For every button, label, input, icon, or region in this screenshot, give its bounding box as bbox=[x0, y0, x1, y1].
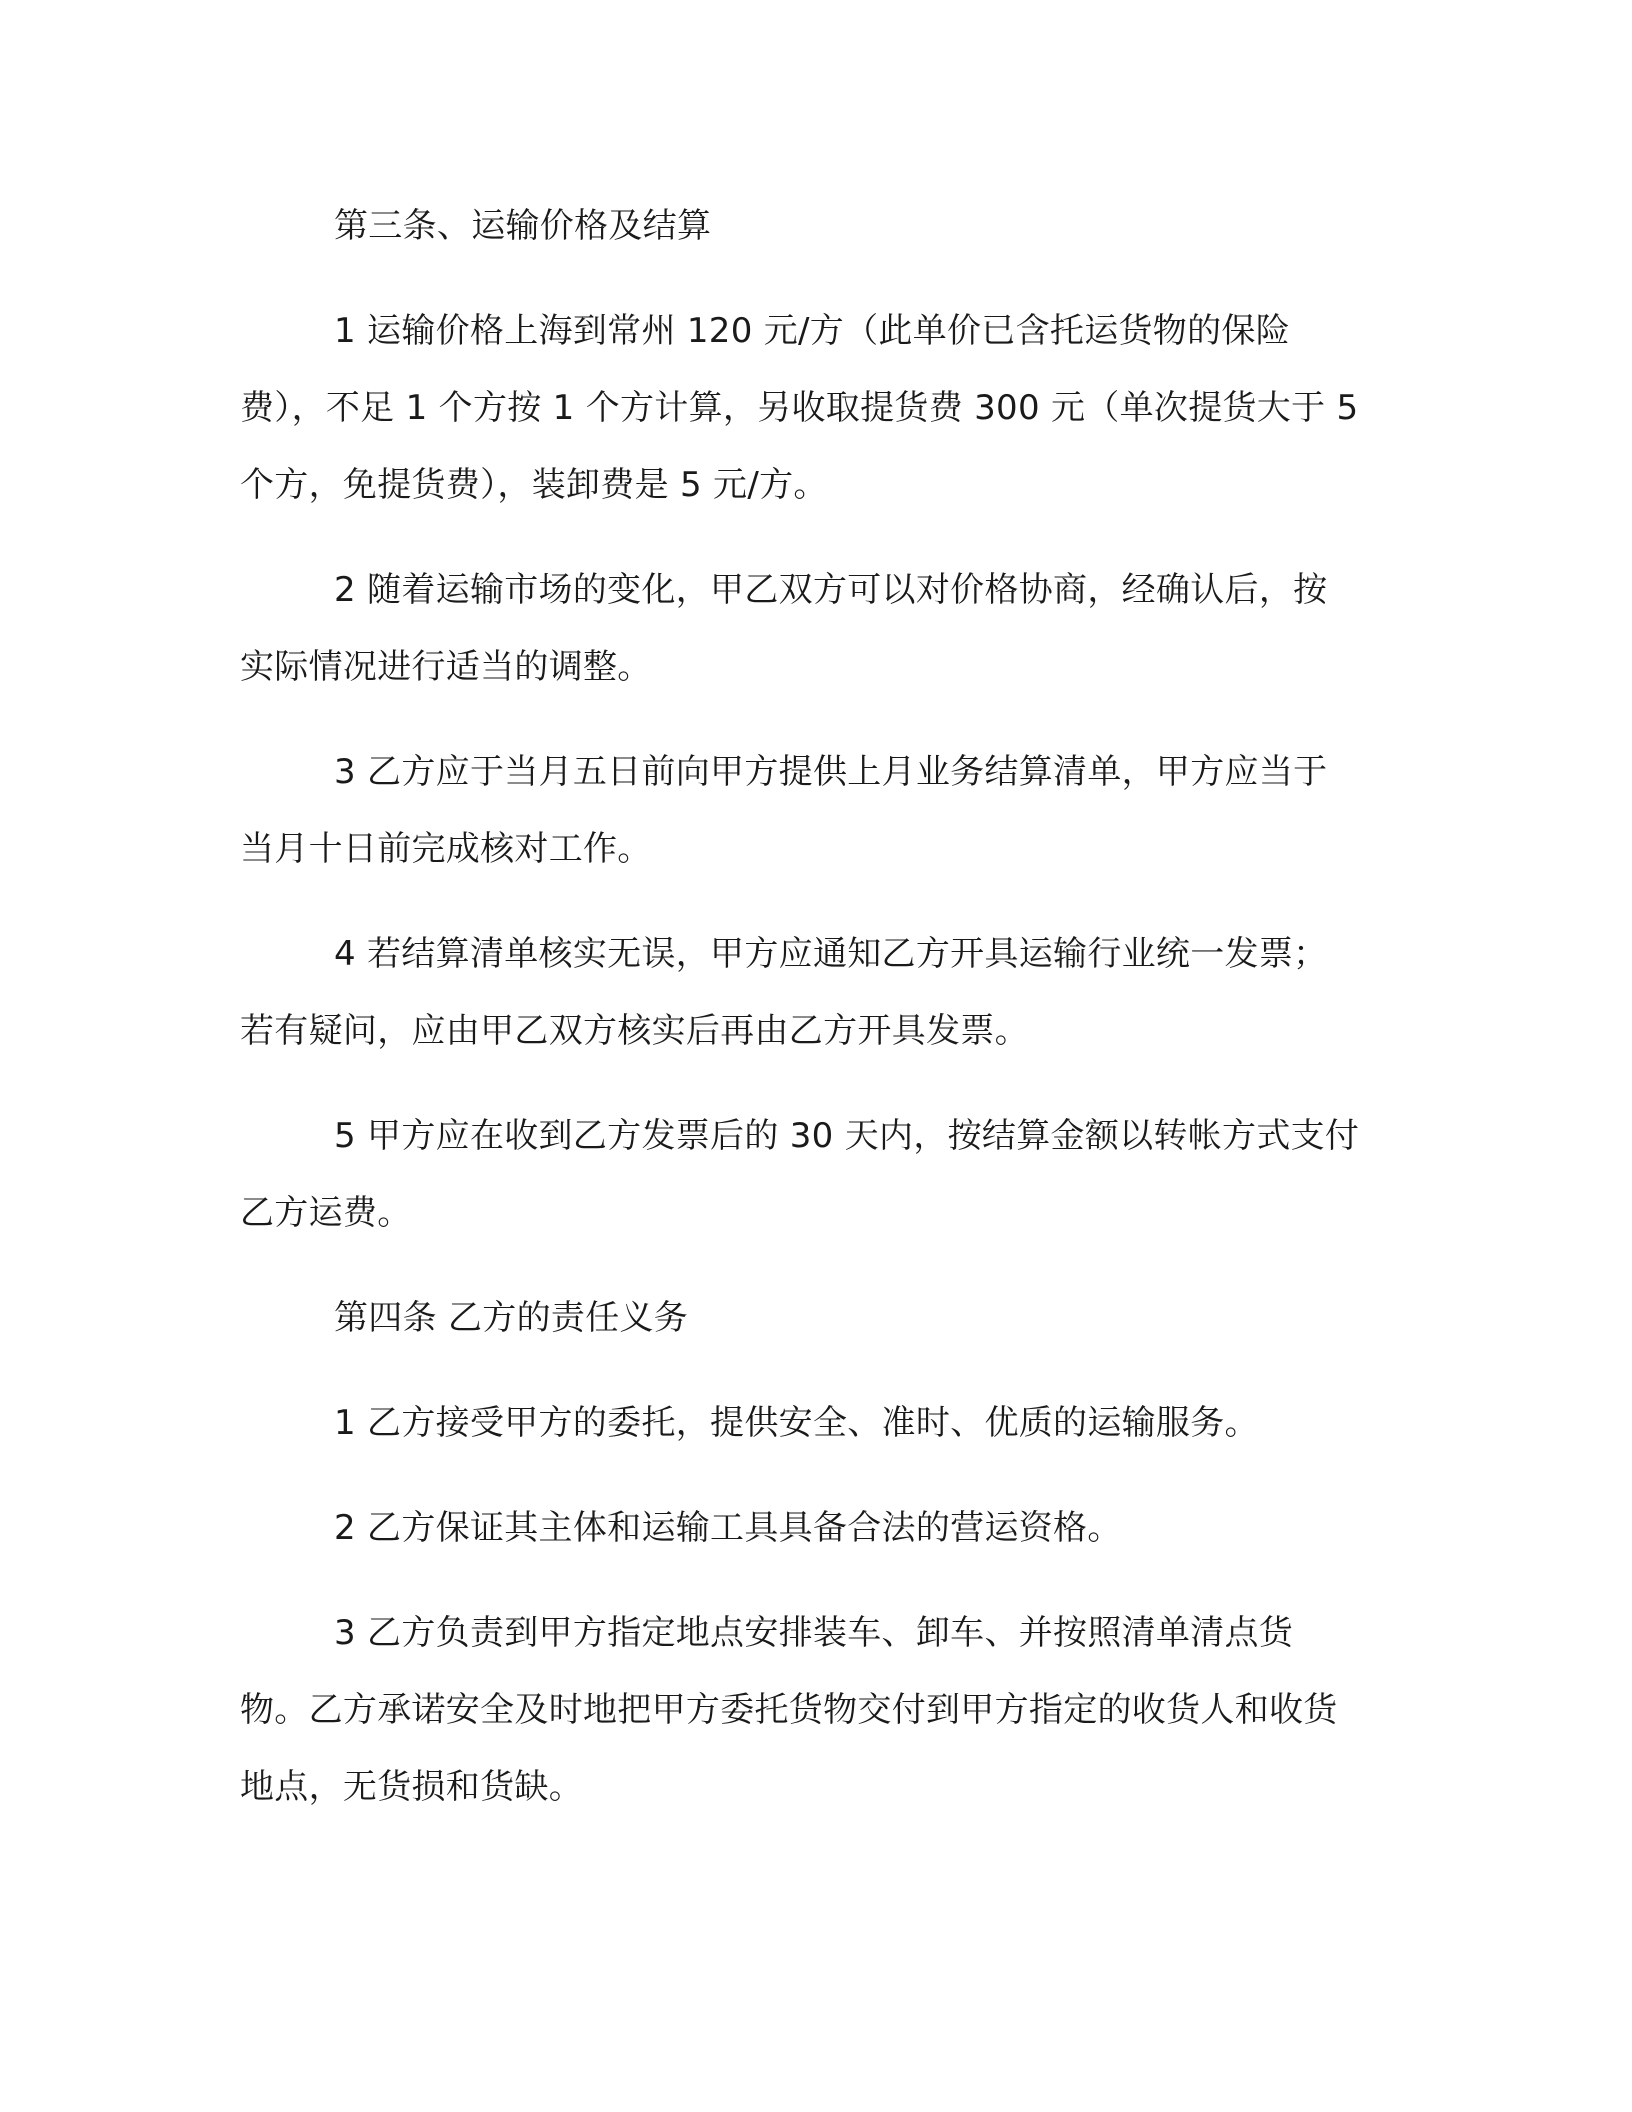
document-body bbox=[240, 188, 1360, 1854]
section-3-item-1: 1 运输价格上海到常州 120 元/方（此单价已含托运货物的保险费），不足 1 个方按 1 个方计算，另收取提货费 300 元（单次提货大于 5 个方，免提货费），装卸费是 5 元/方。 bbox=[240, 311, 1359, 505]
section-3-item-4: 4 若结算清单核实无误，甲方应通知乙方开具运输行业统一发票；若有疑问，应由甲乙双方核实后再由乙方开具发票。 bbox=[240, 934, 1328, 1051]
section-4-item-1: 1 乙方接受甲方的委托，提供安全、准时、优质的运输服务。 bbox=[334, 1403, 1259, 1443]
section-4-item-3: 3 乙方负责到甲方指定地点安排装车、卸车、并按照清单清点货物。乙方承诺安全及时地把甲方委托货物交付到甲方指定的收货人和收货地点，无货损和货缺。 bbox=[240, 1613, 1338, 1807]
section-3-item-5: 5 甲方应在收到乙方发票后的 30 天内，按结算金额以转帐方式支付乙方运费。 bbox=[240, 1116, 1360, 1233]
section-4-item-2: 2 乙方保证其主体和运输工具具备合法的营运资格。 bbox=[334, 1508, 1122, 1548]
section-4-heading: 第四条 乙方的责任义务 bbox=[334, 1298, 689, 1338]
section-3-item-2: 2 随着运输市场的变化，甲乙双方可以对价格协商，经确认后，按实际情况进行适当的调整。 bbox=[240, 570, 1328, 687]
section-3-heading: 第三条、运输价格及结算 bbox=[334, 206, 712, 246]
section-3-item-3: 3 乙方应于当月五日前向甲方提供上月业务结算清单，甲方应当于当月十日前完成核对工作。 bbox=[240, 752, 1328, 869]
